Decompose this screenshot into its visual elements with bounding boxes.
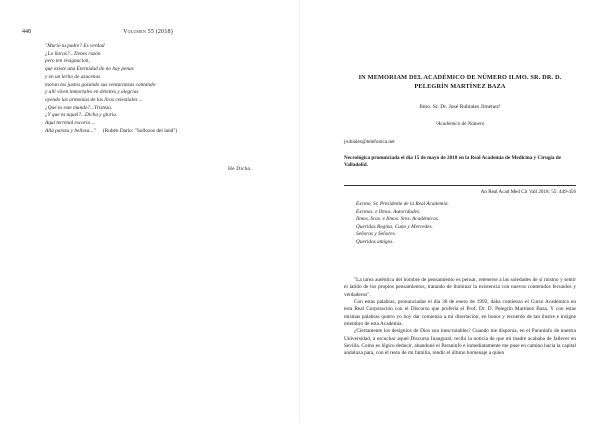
closing-remark: He Dicho. xyxy=(228,166,252,172)
author-role: ¹Académico de Número xyxy=(435,121,485,127)
poem-quote xyxy=(45,43,290,135)
poem-line: y en un lecho de azucenas xyxy=(45,73,101,80)
poem-line: ¿Y que es aquel?...Dicha y gloria. xyxy=(45,112,118,119)
poem-line: Allá pureza y belleza..." xyxy=(45,127,96,134)
journal-volume: Volumen 55 (2018) xyxy=(123,29,173,35)
poem-line: Aquí terrenal escoria ... xyxy=(45,120,96,127)
article-title: IN MEMORIAM DEL ACADÉMICO DE NÚMERO ILMO. SR. DR. D. PELEGRÍN MARTÍNEZ BAZA xyxy=(358,74,562,90)
poem-line: ¿Lo lloras?...Tienes razón xyxy=(45,50,101,57)
poem-attribution: (Rubén Darío: "Sollozos del laúd") xyxy=(102,127,178,134)
article-body xyxy=(344,277,576,358)
salutation-line: Queridos amigos. xyxy=(356,238,394,245)
author-name: Ilmo. Sr. Dr. José Rubiales Jiménez¹ xyxy=(419,104,501,110)
salutation-line: Ilmos. Sras. e Ilmos. Sres. Académicos. xyxy=(356,216,439,223)
author-email: jrubiales@telefonica.net xyxy=(344,139,395,145)
salutation-line: Queridas Regina, Cuno y Mercedes. xyxy=(356,223,433,230)
poem-line: ¿Qué es este mundo?...Tristeza. xyxy=(45,104,113,111)
citation: An Real Acad Med Cir Vall 2018; 55: 449-456 xyxy=(480,189,576,195)
page-number: 448 xyxy=(22,29,31,35)
body-paragraph: "La tarea auténtica del hombre de pensamiento es pensar, retenerse a las soledades de sí mismo y sentir el latido de los propios pensamientos, tratando de iluminar la existencia con nuevos contenidos fecundos y verdaderos". xyxy=(344,277,576,298)
salutation-line: Señoras y Señores. xyxy=(356,231,396,238)
salutation-line: Excmo. Sr. Presidente de la Real Academia. xyxy=(356,201,449,207)
salutation-block xyxy=(356,201,566,247)
poem-line: pero ten resignación, xyxy=(45,58,90,65)
right-page xyxy=(300,0,600,423)
article-note: Necrológica pronunciada el día 15 de mayo de 2018 en la Real Academia de Medicina y Cirugía de Valladolid. xyxy=(344,155,561,169)
poem-line: "Murió tu padre? Es verdad xyxy=(45,43,105,49)
poem-last-line xyxy=(45,128,290,136)
body-paragraph: ¿Ciertamente los designios de Dios son inescrutables? Cuando me disponía, en el Paraninfo de nuestra Universidad, a escuchar aquel Discurso Inaugural, recibí la noticia de que mi madre acababa de fallecer en Sevilla. Como es lógico deducir, abandoné el Paraninfo e inmediatamente me puse en camino hacia la capital andaluza para, con el resto de mi familia, rendir el último homenaje a quien xyxy=(344,328,576,357)
divider-rule xyxy=(344,185,576,186)
body-paragraph: Con estas palabras, pronunciadas el día 30 de enero de 1992, daba comienzo el Curso Académico en esta Real Corporación con el Discurso que profería el Prof. Dr. D. Pelegrín Martínez Baza. Y con estas mismas palabras quiero yo hoy dar comienzo a mi disertación, en honor y recuerdo de tan ilustre e insigne miembro de esta Academia. xyxy=(344,299,576,328)
poem-line: y allí viven inmortales en deleites y alegrías xyxy=(45,89,139,96)
poem-line: moran los justos gozando sus venturanzas cantando xyxy=(45,81,156,88)
poem-line: oyendo las armonías de las liras celestiales ... xyxy=(45,96,143,103)
poem-line: que existe una Eternidad do no hay penas xyxy=(45,66,134,73)
salutation-line: Excmos. e Ilmos. Autoridades. xyxy=(356,208,421,215)
